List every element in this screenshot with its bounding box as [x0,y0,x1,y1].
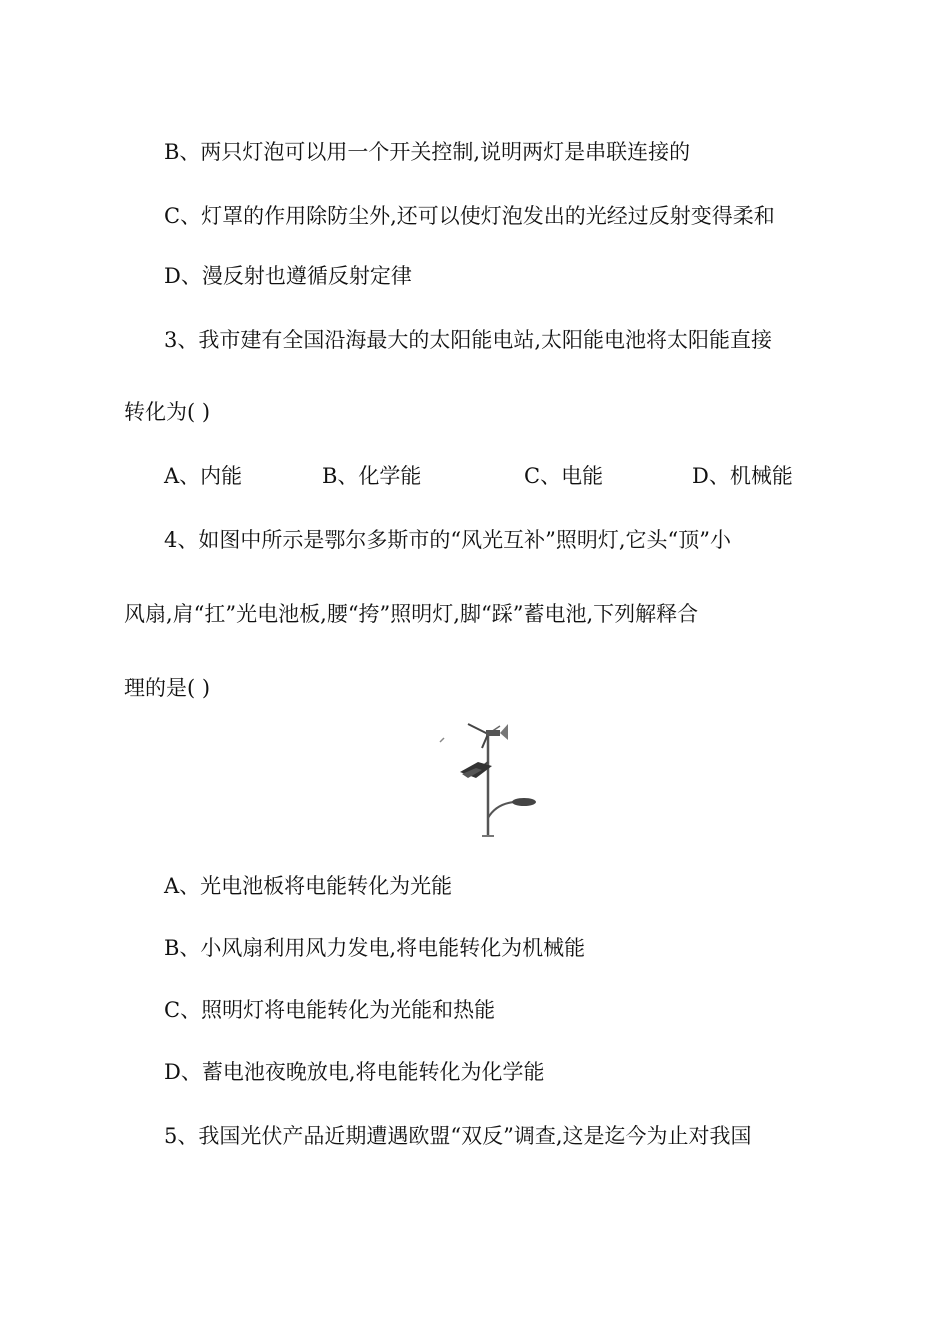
q3-options-row [0,462,950,490]
q4-stem-line1: 4、如图中所示是鄂尔多斯市的“风光互补”照明灯,它头“顶”小 [164,528,731,552]
q3-stem-line2: 转化为( ) [124,400,211,424]
q5-stem-line1: 5、我国光伏产品近期遭遇欧盟“双反”调查,这是迄今为止对我国 [164,1124,752,1148]
q4-stem-line3: 理的是( ) [124,676,211,700]
q2-option-c: C、灯罩的作用除防尘外,还可以使灯泡发出的光经过反射变得柔和 [164,204,775,228]
q4-option-d: D、蓄电池夜晚放电,将电能转化为化学能 [164,1060,545,1084]
wind-turbine-icon [440,724,508,748]
q3-option-b: B、化学能 [322,464,422,488]
q4-stem-line2: 风扇,肩“扛”光电池板,腰“挎”照明灯,脚“踩”蓄电池,下列解释合 [124,602,699,626]
q3-option-d: D、机械能 [692,464,793,488]
q4-option-c: C、照明灯将电能转化为光能和热能 [164,998,496,1022]
q4-option-b: B、小风扇利用风力发电,将电能转化为机械能 [164,936,586,960]
q3-stem-line1: 3、我市建有全国沿海最大的太阳能电站,太阳能电池将太阳能直接 [164,328,773,352]
wind-solar-streetlight-figure [438,718,544,840]
q3-option-a: A、内能 [164,464,243,488]
q2-option-d: D、漫反射也遵循反射定律 [164,264,412,288]
q3-option-c: C、电能 [524,464,604,488]
q2-option-b: B、两只灯泡可以用一个开关控制,说明两灯是串联连接的 [164,140,691,164]
lamp-head-icon [488,798,536,818]
q4-option-a: A、光电池板将电能转化为光能 [164,874,453,898]
